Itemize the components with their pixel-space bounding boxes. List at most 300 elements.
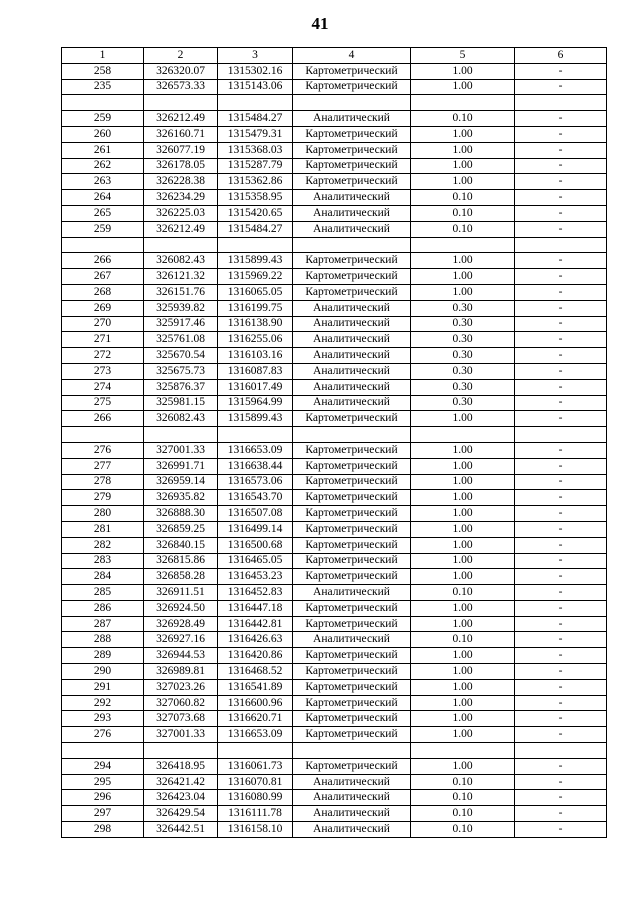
table-row (62, 442, 607, 458)
x-coordinate-cell: 326927.16 (144, 632, 218, 648)
point-number-cell: 291 (62, 679, 144, 695)
note-cell: - (515, 458, 607, 474)
table-row (62, 363, 607, 379)
table-row (62, 111, 607, 127)
note-cell: - (515, 126, 607, 142)
accuracy-cell: 0.10 (411, 111, 515, 127)
accuracy-cell: 1.00 (411, 284, 515, 300)
note-cell: - (515, 269, 607, 285)
note-cell: - (515, 537, 607, 553)
note-cell: - (515, 600, 607, 616)
note-cell: - (515, 300, 607, 316)
coordinates-table (61, 47, 607, 838)
table-row (62, 253, 607, 269)
x-coordinate-cell: 326429.54 (144, 806, 218, 822)
point-number-cell: 235 (62, 79, 144, 95)
accuracy-cell: 1.00 (411, 537, 515, 553)
point-number-cell: 266 (62, 253, 144, 269)
note-cell: - (515, 521, 607, 537)
x-coordinate-cell: 326989.81 (144, 664, 218, 680)
method-cell: Аналитический (293, 363, 411, 379)
point-number-cell (62, 95, 144, 111)
method-cell: Картометрический (293, 79, 411, 95)
x-coordinate-cell: 325876.37 (144, 379, 218, 395)
x-coordinate-cell: 326840.15 (144, 537, 218, 553)
x-coordinate-cell: 326082.43 (144, 253, 218, 269)
point-number-cell: 289 (62, 648, 144, 664)
y-coordinate-cell: 1316600.96 (218, 695, 293, 711)
accuracy-cell: 0.30 (411, 300, 515, 316)
method-cell: Аналитический (293, 300, 411, 316)
note-cell: - (515, 190, 607, 206)
column-header: 3 (218, 48, 293, 64)
accuracy-cell: 0.30 (411, 395, 515, 411)
accuracy-cell: 1.00 (411, 411, 515, 427)
point-number-cell: 261 (62, 142, 144, 158)
note-cell: - (515, 822, 607, 838)
point-number-cell: 285 (62, 585, 144, 601)
accuracy-cell: 1.00 (411, 126, 515, 142)
x-coordinate-cell: 325670.54 (144, 348, 218, 364)
table-row (62, 126, 607, 142)
table-row (62, 490, 607, 506)
x-coordinate-cell: 326442.51 (144, 822, 218, 838)
accuracy-cell (411, 95, 515, 111)
point-number-cell: 288 (62, 632, 144, 648)
point-number-cell (62, 427, 144, 443)
y-coordinate-cell: 1315287.79 (218, 158, 293, 174)
accuracy-cell: 1.00 (411, 695, 515, 711)
x-coordinate-cell: 326077.19 (144, 142, 218, 158)
x-coordinate-cell: 327001.33 (144, 442, 218, 458)
point-number-cell (62, 743, 144, 759)
y-coordinate-cell: 1315484.27 (218, 221, 293, 237)
method-cell: Аналитический (293, 190, 411, 206)
table-row (62, 774, 607, 790)
note-cell: - (515, 63, 607, 79)
y-coordinate-cell: 1316111.78 (218, 806, 293, 822)
table-row (62, 221, 607, 237)
x-coordinate-cell: 326959.14 (144, 474, 218, 490)
table-row (62, 427, 607, 443)
table-body (62, 63, 607, 837)
point-number-cell: 282 (62, 537, 144, 553)
method-cell: Картометрический (293, 664, 411, 680)
method-cell: Аналитический (293, 395, 411, 411)
method-cell: Аналитический (293, 632, 411, 648)
method-cell: Картометрический (293, 158, 411, 174)
point-number-cell: 266 (62, 411, 144, 427)
y-coordinate-cell: 1316507.08 (218, 506, 293, 522)
table-row (62, 190, 607, 206)
accuracy-cell: 0.10 (411, 221, 515, 237)
accuracy-cell: 1.00 (411, 174, 515, 190)
method-cell: Аналитический (293, 585, 411, 601)
point-number-cell: 262 (62, 158, 144, 174)
accuracy-cell: 0.30 (411, 379, 515, 395)
table-row (62, 379, 607, 395)
method-cell: Аналитический (293, 774, 411, 790)
table-row (62, 205, 607, 221)
point-number-cell: 297 (62, 806, 144, 822)
point-number-cell: 264 (62, 190, 144, 206)
method-cell: Картометрический (293, 269, 411, 285)
table-row (62, 395, 607, 411)
y-coordinate-cell: 1315368.03 (218, 142, 293, 158)
point-number-cell: 259 (62, 221, 144, 237)
table-row (62, 458, 607, 474)
table-row (62, 727, 607, 743)
note-cell (515, 427, 607, 443)
x-coordinate-cell: 326082.43 (144, 411, 218, 427)
accuracy-cell: 0.10 (411, 774, 515, 790)
method-cell (293, 427, 411, 443)
x-coordinate-cell: 326928.49 (144, 616, 218, 632)
table-row (62, 616, 607, 632)
method-cell: Картометрический (293, 521, 411, 537)
x-coordinate-cell: 326911.51 (144, 585, 218, 601)
y-coordinate-cell: 1316653.09 (218, 727, 293, 743)
point-number-cell: 294 (62, 758, 144, 774)
note-cell: - (515, 632, 607, 648)
accuracy-cell: 1.00 (411, 758, 515, 774)
note-cell: - (515, 490, 607, 506)
point-number-cell: 278 (62, 474, 144, 490)
x-coordinate-cell: 326225.03 (144, 205, 218, 221)
note-cell: - (515, 806, 607, 822)
point-number-cell: 286 (62, 600, 144, 616)
method-cell: Картометрический (293, 63, 411, 79)
method-cell: Картометрический (293, 506, 411, 522)
accuracy-cell: 0.30 (411, 316, 515, 332)
note-cell: - (515, 253, 607, 269)
method-cell: Аналитический (293, 316, 411, 332)
method-cell (293, 743, 411, 759)
note-cell: - (515, 727, 607, 743)
point-number-cell: 258 (62, 63, 144, 79)
y-coordinate-cell (218, 237, 293, 253)
method-cell: Картометрический (293, 553, 411, 569)
x-coordinate-cell: 326859.25 (144, 521, 218, 537)
note-cell: - (515, 506, 607, 522)
method-cell: Аналитический (293, 379, 411, 395)
x-coordinate-cell: 326212.49 (144, 221, 218, 237)
note-cell: - (515, 111, 607, 127)
accuracy-cell: 1.00 (411, 727, 515, 743)
accuracy-cell: 0.10 (411, 790, 515, 806)
table-row (62, 79, 607, 95)
column-header: 6 (515, 48, 607, 64)
x-coordinate-cell: 326924.50 (144, 600, 218, 616)
method-cell: Картометрический (293, 648, 411, 664)
note-cell: - (515, 363, 607, 379)
table-row (62, 142, 607, 158)
accuracy-cell: 0.10 (411, 190, 515, 206)
table-row (62, 632, 607, 648)
table-row (62, 506, 607, 522)
point-number-cell: 263 (62, 174, 144, 190)
table-row (62, 284, 607, 300)
note-cell: - (515, 205, 607, 221)
x-coordinate-cell: 326858.28 (144, 569, 218, 585)
table-row (62, 300, 607, 316)
method-cell: Картометрический (293, 727, 411, 743)
x-coordinate-cell: 327060.82 (144, 695, 218, 711)
y-coordinate-cell: 1316653.09 (218, 442, 293, 458)
accuracy-cell: 1.00 (411, 521, 515, 537)
y-coordinate-cell: 1315420.65 (218, 205, 293, 221)
accuracy-cell: 1.00 (411, 142, 515, 158)
point-number-cell: 292 (62, 695, 144, 711)
note-cell (515, 95, 607, 111)
table-row (62, 553, 607, 569)
note-cell: - (515, 585, 607, 601)
method-cell: Картометрический (293, 679, 411, 695)
accuracy-cell: 0.30 (411, 363, 515, 379)
y-coordinate-cell: 1316255.06 (218, 332, 293, 348)
note-cell: - (515, 379, 607, 395)
point-number-cell: 290 (62, 664, 144, 680)
point-number-cell: 275 (62, 395, 144, 411)
y-coordinate-cell: 1315969.22 (218, 269, 293, 285)
point-number-cell: 287 (62, 616, 144, 632)
x-coordinate-cell: 326944.53 (144, 648, 218, 664)
point-number-cell: 277 (62, 458, 144, 474)
x-coordinate-cell: 325761.08 (144, 332, 218, 348)
table-row (62, 758, 607, 774)
point-number-cell: 296 (62, 790, 144, 806)
accuracy-cell: 1.00 (411, 711, 515, 727)
point-number-cell: 293 (62, 711, 144, 727)
method-cell: Аналитический (293, 205, 411, 221)
x-coordinate-cell: 326178.05 (144, 158, 218, 174)
accuracy-cell: 0.10 (411, 806, 515, 822)
table-row (62, 569, 607, 585)
table-header (62, 48, 607, 64)
accuracy-cell: 1.00 (411, 79, 515, 95)
accuracy-cell (411, 743, 515, 759)
table-row (62, 537, 607, 553)
accuracy-cell: 1.00 (411, 648, 515, 664)
accuracy-cell: 1.00 (411, 616, 515, 632)
x-coordinate-cell: 325675.73 (144, 363, 218, 379)
table-row (62, 679, 607, 695)
x-coordinate-cell: 326935.82 (144, 490, 218, 506)
point-number-cell: 267 (62, 269, 144, 285)
table-row (62, 63, 607, 79)
method-cell: Картометрический (293, 711, 411, 727)
point-number-cell: 259 (62, 111, 144, 127)
point-number-cell: 268 (62, 284, 144, 300)
method-cell: Картометрический (293, 569, 411, 585)
note-cell: - (515, 442, 607, 458)
note-cell (515, 237, 607, 253)
y-coordinate-cell (218, 743, 293, 759)
accuracy-cell: 0.30 (411, 332, 515, 348)
method-cell: Аналитический (293, 790, 411, 806)
point-number-cell: 273 (62, 363, 144, 379)
x-coordinate-cell: 326421.42 (144, 774, 218, 790)
x-coordinate-cell: 325939.82 (144, 300, 218, 316)
x-coordinate-cell (144, 743, 218, 759)
accuracy-cell: 0.10 (411, 205, 515, 221)
y-coordinate-cell: 1316573.06 (218, 474, 293, 490)
point-number-cell: 283 (62, 553, 144, 569)
method-cell: Картометрический (293, 695, 411, 711)
table-row (62, 743, 607, 759)
method-cell: Картометрический (293, 284, 411, 300)
method-cell: Аналитический (293, 806, 411, 822)
table-row (62, 648, 607, 664)
point-number-cell: 280 (62, 506, 144, 522)
y-coordinate-cell: 1316453.23 (218, 569, 293, 585)
y-coordinate-cell: 1315484.27 (218, 111, 293, 127)
y-coordinate-cell: 1316500.68 (218, 537, 293, 553)
y-coordinate-cell: 1316620.71 (218, 711, 293, 727)
accuracy-cell: 1.00 (411, 569, 515, 585)
point-number-cell: 269 (62, 300, 144, 316)
table-row (62, 158, 607, 174)
method-cell: Аналитический (293, 111, 411, 127)
note-cell: - (515, 648, 607, 664)
note-cell: - (515, 395, 607, 411)
point-number-cell: 295 (62, 774, 144, 790)
accuracy-cell: 1.00 (411, 490, 515, 506)
table-row (62, 521, 607, 537)
method-cell: Картометрический (293, 600, 411, 616)
y-coordinate-cell: 1316070.81 (218, 774, 293, 790)
note-cell: - (515, 679, 607, 695)
y-coordinate-cell: 1316465.05 (218, 553, 293, 569)
method-cell: Картометрический (293, 474, 411, 490)
x-coordinate-cell: 326160.71 (144, 126, 218, 142)
note-cell: - (515, 695, 607, 711)
note-cell: - (515, 174, 607, 190)
x-coordinate-cell: 326423.04 (144, 790, 218, 806)
table-row (62, 348, 607, 364)
point-number-cell: 272 (62, 348, 144, 364)
x-coordinate-cell: 326151.76 (144, 284, 218, 300)
note-cell: - (515, 758, 607, 774)
y-coordinate-cell: 1316017.49 (218, 379, 293, 395)
x-coordinate-cell: 326573.33 (144, 79, 218, 95)
y-coordinate-cell: 1316061.73 (218, 758, 293, 774)
method-cell: Картометрический (293, 616, 411, 632)
x-coordinate-cell: 326212.49 (144, 111, 218, 127)
note-cell: - (515, 284, 607, 300)
x-coordinate-cell (144, 95, 218, 111)
column-header: 2 (144, 48, 218, 64)
y-coordinate-cell: 1316158.10 (218, 822, 293, 838)
table-row (62, 822, 607, 838)
table-row (62, 790, 607, 806)
accuracy-cell: 1.00 (411, 458, 515, 474)
y-coordinate-cell: 1316541.89 (218, 679, 293, 695)
method-cell: Картометрический (293, 411, 411, 427)
x-coordinate-cell: 326228.38 (144, 174, 218, 190)
note-cell: - (515, 142, 607, 158)
y-coordinate-cell: 1315899.43 (218, 253, 293, 269)
accuracy-cell: 1.00 (411, 679, 515, 695)
y-coordinate-cell: 1316103.16 (218, 348, 293, 364)
accuracy-cell: 0.10 (411, 822, 515, 838)
note-cell: - (515, 79, 607, 95)
point-number-cell: 265 (62, 205, 144, 221)
method-cell: Картометрический (293, 458, 411, 474)
y-coordinate-cell: 1316468.52 (218, 664, 293, 680)
table-row (62, 269, 607, 285)
method-cell: Картометрический (293, 142, 411, 158)
point-number-cell: 276 (62, 727, 144, 743)
accuracy-cell: 1.00 (411, 506, 515, 522)
point-number-cell: 276 (62, 442, 144, 458)
y-coordinate-cell: 1316080.99 (218, 790, 293, 806)
point-number-cell: 284 (62, 569, 144, 585)
x-coordinate-cell: 326888.30 (144, 506, 218, 522)
note-cell: - (515, 332, 607, 348)
point-number-cell (62, 237, 144, 253)
table-row (62, 600, 607, 616)
method-cell: Аналитический (293, 348, 411, 364)
y-coordinate-cell: 1315358.95 (218, 190, 293, 206)
accuracy-cell: 1.00 (411, 158, 515, 174)
y-coordinate-cell: 1316499.14 (218, 521, 293, 537)
accuracy-cell: 0.10 (411, 585, 515, 601)
y-coordinate-cell: 1316442.81 (218, 616, 293, 632)
x-coordinate-cell: 327073.68 (144, 711, 218, 727)
note-cell: - (515, 774, 607, 790)
table-row (62, 585, 607, 601)
table-row (62, 711, 607, 727)
y-coordinate-cell: 1316199.75 (218, 300, 293, 316)
table-row (62, 237, 607, 253)
table-row (62, 174, 607, 190)
accuracy-cell: 1.00 (411, 269, 515, 285)
method-cell: Аналитический (293, 822, 411, 838)
header-row (62, 48, 607, 64)
point-number-cell: 270 (62, 316, 144, 332)
page-number: 41 (311, 14, 329, 33)
method-cell: Картометрический (293, 758, 411, 774)
y-coordinate-cell (218, 427, 293, 443)
point-number-cell: 274 (62, 379, 144, 395)
accuracy-cell: 0.30 (411, 348, 515, 364)
x-coordinate-cell: 326418.95 (144, 758, 218, 774)
note-cell: - (515, 221, 607, 237)
y-coordinate-cell: 1316420.86 (218, 648, 293, 664)
column-header: 1 (62, 48, 144, 64)
table-row (62, 474, 607, 490)
y-coordinate-cell (218, 95, 293, 111)
y-coordinate-cell: 1316452.83 (218, 585, 293, 601)
point-number-cell: 281 (62, 521, 144, 537)
accuracy-cell (411, 427, 515, 443)
y-coordinate-cell: 1316426.63 (218, 632, 293, 648)
note-cell: - (515, 553, 607, 569)
table-row (62, 806, 607, 822)
table-row (62, 95, 607, 111)
table-row (62, 411, 607, 427)
note-cell: - (515, 316, 607, 332)
accuracy-cell: 1.00 (411, 664, 515, 680)
method-cell: Картометрический (293, 253, 411, 269)
x-coordinate-cell: 325981.15 (144, 395, 218, 411)
method-cell: Аналитический (293, 221, 411, 237)
y-coordinate-cell: 1315899.43 (218, 411, 293, 427)
note-cell: - (515, 158, 607, 174)
method-cell (293, 95, 411, 111)
accuracy-cell: 0.10 (411, 632, 515, 648)
